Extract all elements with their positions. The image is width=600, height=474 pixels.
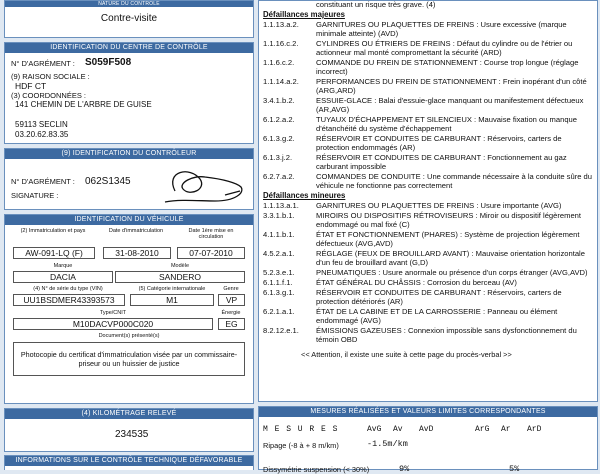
defect-text: PERFORMANCES DU FREIN DE STATIONNEMENT : Frein inopérant d'un côté (ARG,ARD) [316,77,587,95]
vehicule-header: IDENTIFICATION DU VÉHICULE [5,215,253,225]
categorie-label: (5) Catégorie internationale [138,286,206,292]
km-value: 234535 [115,429,149,440]
defect-item [263,288,593,306]
dissym-ar: 5% [509,464,520,474]
defect-code: 1.1.14.a.2. [263,77,299,86]
mesures-col-header: ArD [527,425,542,434]
marque-value: DACIA [13,271,113,283]
mesures-col-header: Ar [501,425,511,434]
energie-label: Énergie [221,310,241,316]
defect-item [263,172,593,190]
defect-code: 6.2.7.a.2. [263,172,295,181]
vehicule-panel [4,214,254,404]
document-value: Photocopie du certificat d'immatriculation visée par un commissaire-priseur ou un huissier de justice [13,342,245,376]
left-column [4,0,254,470]
km-header: (4) KILOMÉTRAGE RELEVÉ [5,409,253,419]
defect-text: CYLINDRES OU ÉTRIERS DE FREINS : Défaut du cylindre ou de l'étrier ou actionneur mal monté compromettant la sécurité (ARD) [316,39,573,57]
defect-item [263,20,593,38]
mineures-list [263,201,593,344]
mesures-col-header: ArG [475,425,490,434]
defect-code: 4.1.1.b.1. [263,230,295,239]
majeures-list [263,20,593,190]
defect-item [263,230,593,248]
defect-code: 6.1.3.j.2. [263,153,293,162]
defect-item [263,326,593,344]
defect-code: 5.2.3.e.1. [263,268,295,277]
defect-item [263,211,593,229]
defect-code: 3.3.1.b.1. [263,211,295,220]
defect-text: PNEUMATIQUES : Usure anormale ou présence d'un corps étranger (AVG,AVD) [316,268,588,277]
defect-text: COMMANDE DU FREIN DE STATIONNEMENT : Course trop longue (réglage incorrect) [316,58,579,76]
centre-agrement-value: S059F508 [85,57,132,68]
mesures-panel [258,406,598,474]
serie-value: UU1BSDMER43393573 [13,294,125,306]
defect-code: 4.5.2.a.1. [263,249,295,258]
defect-code: 6.1.3.g.2. [263,134,295,143]
defect-text: MIROIRS OU DISPOSITIFS RÉTROVISEURS : Miroir ou dispositif légèrement endommagé ou mal fixé (C) [316,211,581,229]
defect-text: COMMANDES DE CONDUITE : Une commande nécessaire à la conduite sûre du véhicule ne fonctionne pas correctement [316,172,593,190]
defect-text: ÉTAT GÉNÉRAL DU CHÂSSIS : Corrosion du berceau (AV) [316,278,517,287]
immat-value: AW-091-LQ (F) [13,247,95,259]
centre-header: IDENTIFICATION DU CENTRE DE CONTRÔLE [5,43,253,53]
phone: 03.20.62.83.35 [15,130,69,139]
mesures-header: MESURES RÉALISÉES ET VALEURS LIMITES CORRESPONDANTES [259,407,597,417]
coord-label: (3) COORDONNÉES : [11,91,87,100]
signature-image [145,161,251,207]
attention-note: << Attention, il existe une suite à cette page du procès-verbal >> [301,350,512,359]
genre-value: VP [218,294,245,306]
address-line1: 141 CHEMIN DE L'ARBRE DE GUISE [15,100,152,109]
defect-item [263,153,593,171]
defect-text: ÉMISSIONS GAZEUSES : Connexion impossible sans dysfonctionnement du témoin OBD [316,326,577,344]
defect-code: 6.1.3.g.1. [263,288,295,297]
km-panel [4,408,254,452]
defect-item [263,268,593,277]
ripage-value: -1.5m/km [367,439,408,449]
defect-text: RÉSERVOIR ET CONDUITES DE CARBURANT : Fonctionnement au gaz carburant impossible [316,153,567,171]
address-line2: 59113 SECLIN [15,120,68,129]
nature-header: NATURE DU CONTRÔLE [5,1,253,7]
defect-code: 1.1.13.a.1. [263,201,299,210]
defect-item [263,249,593,267]
controleur-agrement-label: N° D'AGRÉMENT : [11,177,75,186]
mesures-col-header: AvD [419,425,434,434]
controleur-header: (9) IDENTIFICATION DU CONTRÔLEUR [5,149,253,159]
defect-text: RÉGLAGE (FEUX DE BROUILLARD AVANT) : Mauvaise orientation horizontale d'un feu de brouillard avant (G,D) [316,249,585,267]
defect-code: 8.2.12.e.1. [263,326,299,335]
defect-item [263,115,593,133]
defect-text: GARNITURES OU PLAQUETTES DE FREINS : Usure excessive (marque minimale atteinte) (AVD) [316,20,567,38]
defect-item [263,39,593,57]
controleur-panel [4,148,254,210]
footer-panel [4,455,254,470]
centre-agrement-label: N° D'AGRÉMENT : [11,59,75,68]
dissym-av: 9% [399,464,410,474]
nature-panel [4,0,254,38]
signature-label: SIGNATURE : [11,191,59,200]
defect-text: RÉSERVOIR ET CONDUITES DE CARBURANT : Réservoirs, carters de protection endommagés (AR) [316,134,562,152]
defect-item [263,77,593,95]
date-immat-label: Date d'immatriculation [108,228,164,234]
defect-item [263,278,593,287]
marque-label: Marque [53,263,73,269]
energie-value: EG [218,318,245,330]
mineures-title: Défaillances mineures [263,191,346,200]
mesures-col-header: AvG [367,425,382,434]
defect-code: 6.2.1.a.1. [263,307,295,316]
defect-item [263,307,593,325]
defect-item [263,201,593,210]
defect-code: 3.4.1.b.2. [263,96,295,105]
genre-label: Genre [223,286,239,292]
defect-text: GARNITURES OU PLAQUETTES DE FREINS : Usure importante (AVG) [316,201,562,210]
defect-code: 6.1.1.f.1. [263,278,293,287]
right-column [258,0,598,474]
top-line: constituant un risque très grave. (4) [316,0,436,9]
defect-item [263,58,593,76]
defect-text: ESSUIE-GLACE : Balai d'essuie-glace manquant ou manifestement défectueux (AR,AVG) [316,96,584,114]
defect-text: ÉTAT ET FONCTIONNEMENT (PHARES) : Système de projection légèrement défectueux (AVG,AVD) [316,230,580,248]
defect-item [263,96,593,114]
categorie-value: M1 [130,294,214,306]
controleur-agrement-value: 062S1345 [85,176,131,187]
defect-text: TUYAUX D'ÉCHAPPEMENT ET SILENCIEUX : Mauvaise fixation ou manque d'étanchéité du système d'échappement [316,115,577,133]
footer-header: INFORMATIONS SUR LE CONTRÔLE TECHNIQUE DÉFAVORABLE [5,456,253,466]
dissym-label: Dissymétrie suspension (< 30%) [263,465,370,474]
type-label: Type/CNIT [99,310,127,316]
centre-panel [4,42,254,144]
defect-item [263,134,593,152]
defect-text: RÉSERVOIR ET CONDUITES DE CARBURANT : Réservoirs, carters de protection détériorés (AR) [316,288,562,306]
defect-code: 1.1.6.c.2. [263,58,295,67]
defect-code: 1.1.13.a.2. [263,20,299,29]
document-label: Document(s) présenté(s) [98,333,160,339]
nature-value: Contre-visite [100,13,158,24]
date-circ-value: 07-07-2010 [177,247,245,259]
defect-code: 1.1.16.c.2. [263,39,299,48]
immat-label: (2) Immatriculation et pays [20,228,86,234]
mesures-col-header: Av [393,425,403,434]
modele-label: Modèle [170,263,190,269]
defect-text: ÉTAT DE LA CABINE ET DE LA CARROSSERIE : Panneau ou élément endommagé (AVG) [316,307,558,325]
date-immat-value: 31-08-2010 [103,247,171,259]
raison-value: HDF CT [15,81,47,91]
defect-code: 6.1.2.a.2. [263,115,295,124]
majeures-title: Défaillances majeures [263,10,345,19]
modele-value: SANDERO [115,271,245,283]
date-circ-label: Date 1ère mise en circulation [188,228,234,240]
ripage-label: Ripage (-8 à + 8 m/km) [263,441,339,450]
defects-panel [258,0,598,402]
type-value: M10DACVP000C020 [13,318,213,330]
serie-label: (4) N° de série du type (VIN) [33,286,103,292]
mesures-label: M E S U R E S [263,425,339,434]
raison-label: (9) RAISON SOCIALE : [11,72,90,81]
